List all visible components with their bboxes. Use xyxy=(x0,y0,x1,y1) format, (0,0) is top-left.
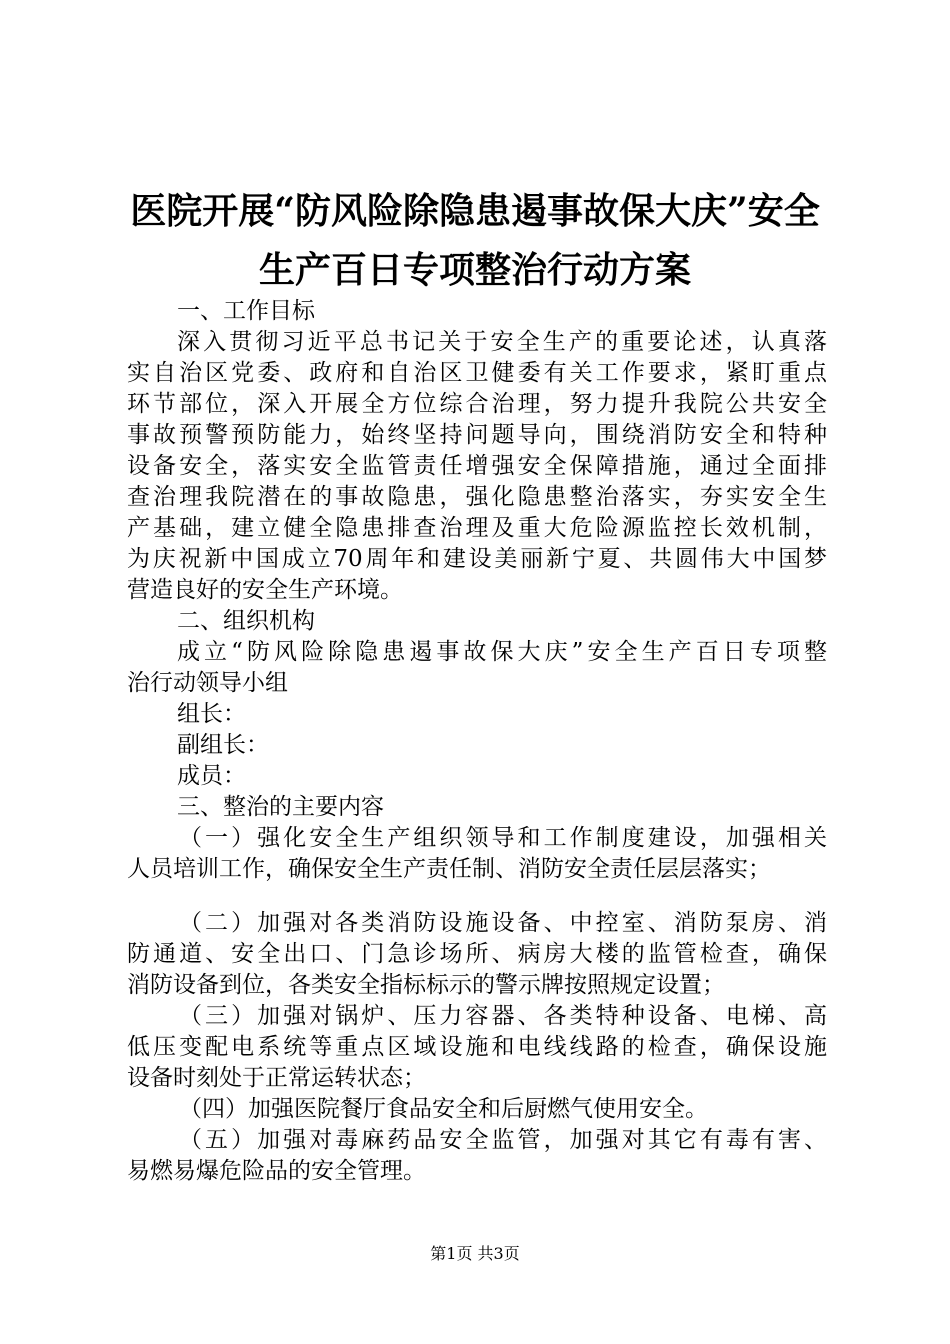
document-body xyxy=(127,296,827,1187)
list-item-line: 设备时刻处于正常运转状态； xyxy=(127,1065,426,1091)
paragraph-line: 设备安全，落实安全监管责任增强安全保障措施，通过全面排 xyxy=(127,453,827,479)
list-item-line: （三）加强对锅炉、压力容器、各类特种设备、电梯、高 xyxy=(179,1003,827,1029)
paragraph-line: 治行动领导小组 xyxy=(127,670,288,696)
deputy-leader-label: 副组长： xyxy=(177,732,269,758)
paragraph-line: 为庆祝新中国成立70周年和建设美丽新宁夏、共圆伟大中国梦 xyxy=(127,546,827,572)
page-footer: 第1页 共3页 xyxy=(430,1244,520,1263)
paragraph-line: 营造良好的安全生产环境。 xyxy=(127,577,403,603)
list-item-line: （四）加强医院餐厅食品安全和后厨燃气使用安全。 xyxy=(179,1096,708,1122)
paragraph-line: 查治理我院潜在的事故隐患，强化隐患整治落实，夯实安全生 xyxy=(127,484,827,510)
paragraph-line: 环节部位，深入开展全方位综合治理，努力提升我院公共安全 xyxy=(127,391,827,417)
document-title-line-1: 医院开展“防风险除隐患遏事故保大庆”安全 xyxy=(130,190,820,232)
list-item-line: 人员培训工作，确保安全生产责任制、消防安全责任层层落实； xyxy=(127,856,771,882)
list-item-line: 消防设备到位，各类安全指标标示的警示牌按照规定设置； xyxy=(127,972,725,998)
members-label: 成员： xyxy=(177,763,246,789)
list-item-line: （五）加强对毒麻药品安全监管，加强对其它有毒有害、 xyxy=(179,1127,827,1153)
list-item-line: 易燃易爆危险品的安全管理。 xyxy=(127,1158,426,1184)
section-heading-organization: 二、组织机构 xyxy=(177,608,315,634)
paragraph-line: 实自治区党委、政府和自治区卫健委有关工作要求，紧盯重点 xyxy=(127,360,827,386)
list-item-line: 低压变配电系统等重点区域设施和电线线路的检查，确保设施 xyxy=(127,1034,827,1060)
list-item-line: （一）强化安全生产组织领导和工作制度建设，加强相关 xyxy=(179,825,827,851)
paragraph-line: 产基础，建立健全隐患排查治理及重大危险源监控长效机制， xyxy=(127,515,827,541)
leader-label: 组长： xyxy=(177,701,246,727)
list-item-line: （二）加强对各类消防设施设备、中控室、消防泵房、消 xyxy=(179,910,827,936)
list-item-line: 防通道、安全出口、门急诊场所、病房大楼的监管检查，确保 xyxy=(127,941,827,967)
paragraph-line: 成立“防风险除隐患遏事故保大庆”安全生产百日专项整 xyxy=(177,639,827,665)
paragraph-line: 深入贯彻习近平总书记关于安全生产的重要论述，认真落 xyxy=(177,329,827,355)
paragraph-line: 事故预警预防能力，始终坚持问题导向，围绕消防安全和特种 xyxy=(127,422,827,448)
section-heading-goals: 一、工作目标 xyxy=(177,298,315,324)
section-heading-main-content: 三、整治的主要内容 xyxy=(177,794,384,820)
document-title-line-2: 生产百日专项整治行动方案 xyxy=(258,249,691,291)
blank-spacer xyxy=(127,885,827,908)
